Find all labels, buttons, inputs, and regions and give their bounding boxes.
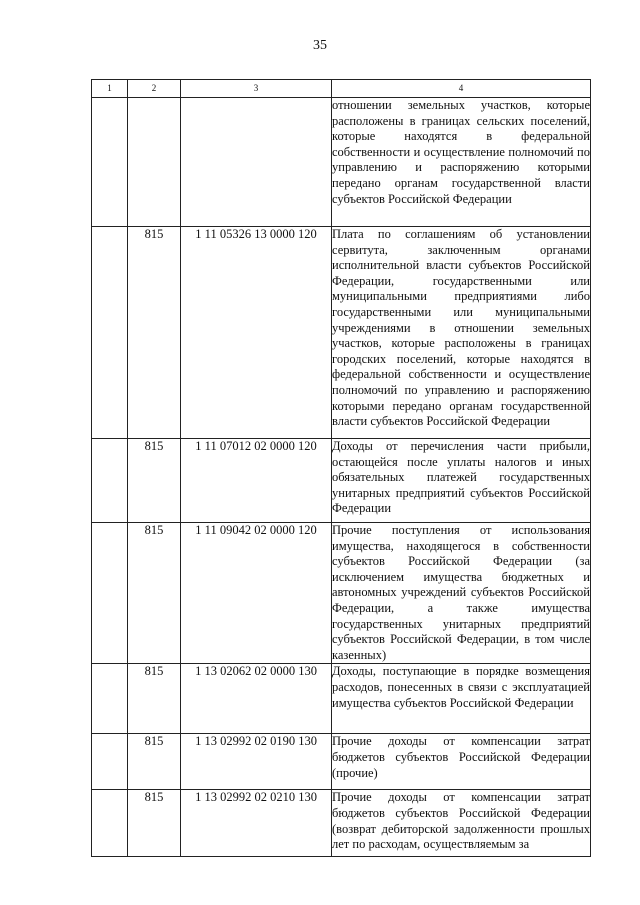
description-text: Плата по соглашениям об установлении сервитута, заключенным органами исполнительной власти субъектов Российской Федерации, государственными или муниципальными предприятиями либо государственными или муниципальными учреждениями в отношении земельных участков, которые расположены в границах городских поселений, которые находятся в федеральной собственности и осуществление полномочий по управлению и распоряжению которыми передано органам государственной власти субъектов Российской Федерации (332, 227, 590, 429)
description-cell (332, 439, 591, 523)
row-number-cell (92, 734, 128, 790)
table-header-row (92, 80, 591, 98)
row-number-cell (92, 98, 128, 227)
admin-code-cell: 815 (128, 439, 181, 523)
description-cell (332, 227, 591, 439)
column-header-1: 1 (92, 80, 128, 98)
row-number-cell (92, 523, 128, 664)
description-text: Прочие поступления от использования имущества, находящегося в собственности субъектов Российской Федерации (за исключением имущества бюджетных и автономных учреждений субъектов Российской Федерации, а также имущества государственных унитарных предприятий субъектов Российской Федерации, в том числе казенных) (332, 523, 590, 662)
admin-code-cell: 815 (128, 734, 181, 790)
description-text: отношении земельных участков, которые расположены в границах сельских поселений, которые находятся в федеральной собственности и осуществление полномочий по управлению и распоряжению которыми передано органам государственной власти субъектов Российской Федерации (332, 98, 590, 206)
description-cell (332, 734, 591, 790)
budget-code-cell: 1 11 05326 13 0000 120 (181, 227, 332, 439)
table-row (92, 523, 591, 664)
row-number-cell (92, 227, 128, 439)
row-number-cell (92, 790, 128, 857)
table-row (92, 734, 591, 790)
admin-code-cell (128, 98, 181, 227)
admin-code-cell: 815 (128, 523, 181, 664)
row-number-cell (92, 664, 128, 734)
description-cell (332, 790, 591, 857)
description-text: Доходы, поступающие в порядке возмещения расходов, понесенных в связи с эксплуатацией имущества субъектов Российской Федерации (332, 664, 590, 710)
budget-code-cell: 1 13 02992 02 0210 130 (181, 790, 332, 857)
admin-code-cell: 815 (128, 664, 181, 734)
description-cell (332, 523, 591, 664)
admin-code-cell: 815 (128, 790, 181, 857)
description-cell (332, 664, 591, 734)
column-header-4: 4 (332, 80, 591, 98)
table-row (92, 227, 591, 439)
budget-code-cell (181, 98, 332, 227)
table-row (92, 664, 591, 734)
budget-code-cell: 1 11 09042 02 0000 120 (181, 523, 332, 664)
description-text: Прочие доходы от компенсации затрат бюджетов субъектов Российской Федерации (прочие) (332, 734, 590, 780)
budget-code-cell: 1 13 02992 02 0190 130 (181, 734, 332, 790)
budget-code-cell: 1 13 02062 02 0000 130 (181, 664, 332, 734)
table-row (92, 98, 591, 227)
revenue-codes-table (91, 79, 591, 857)
budget-code-cell: 1 11 07012 02 0000 120 (181, 439, 332, 523)
description-cell (332, 98, 591, 227)
column-header-3: 3 (181, 80, 332, 98)
page-number: 35 (313, 38, 327, 53)
row-number-cell (92, 439, 128, 523)
table-row (92, 790, 591, 857)
admin-code-cell: 815 (128, 227, 181, 439)
description-text: Доходы от перечисления части прибыли, остающейся после уплаты налогов и иных обязательных платежей государственных унитарных предприятий субъектов Российской Федерации (332, 439, 590, 516)
description-text: Прочие доходы от компенсации затрат бюджетов субъектов Российской Федерации (возврат дебиторской задолженности прошлых лет по расходам, осуществляемым за (332, 790, 590, 852)
table-row (92, 439, 591, 523)
column-header-2: 2 (128, 80, 181, 98)
